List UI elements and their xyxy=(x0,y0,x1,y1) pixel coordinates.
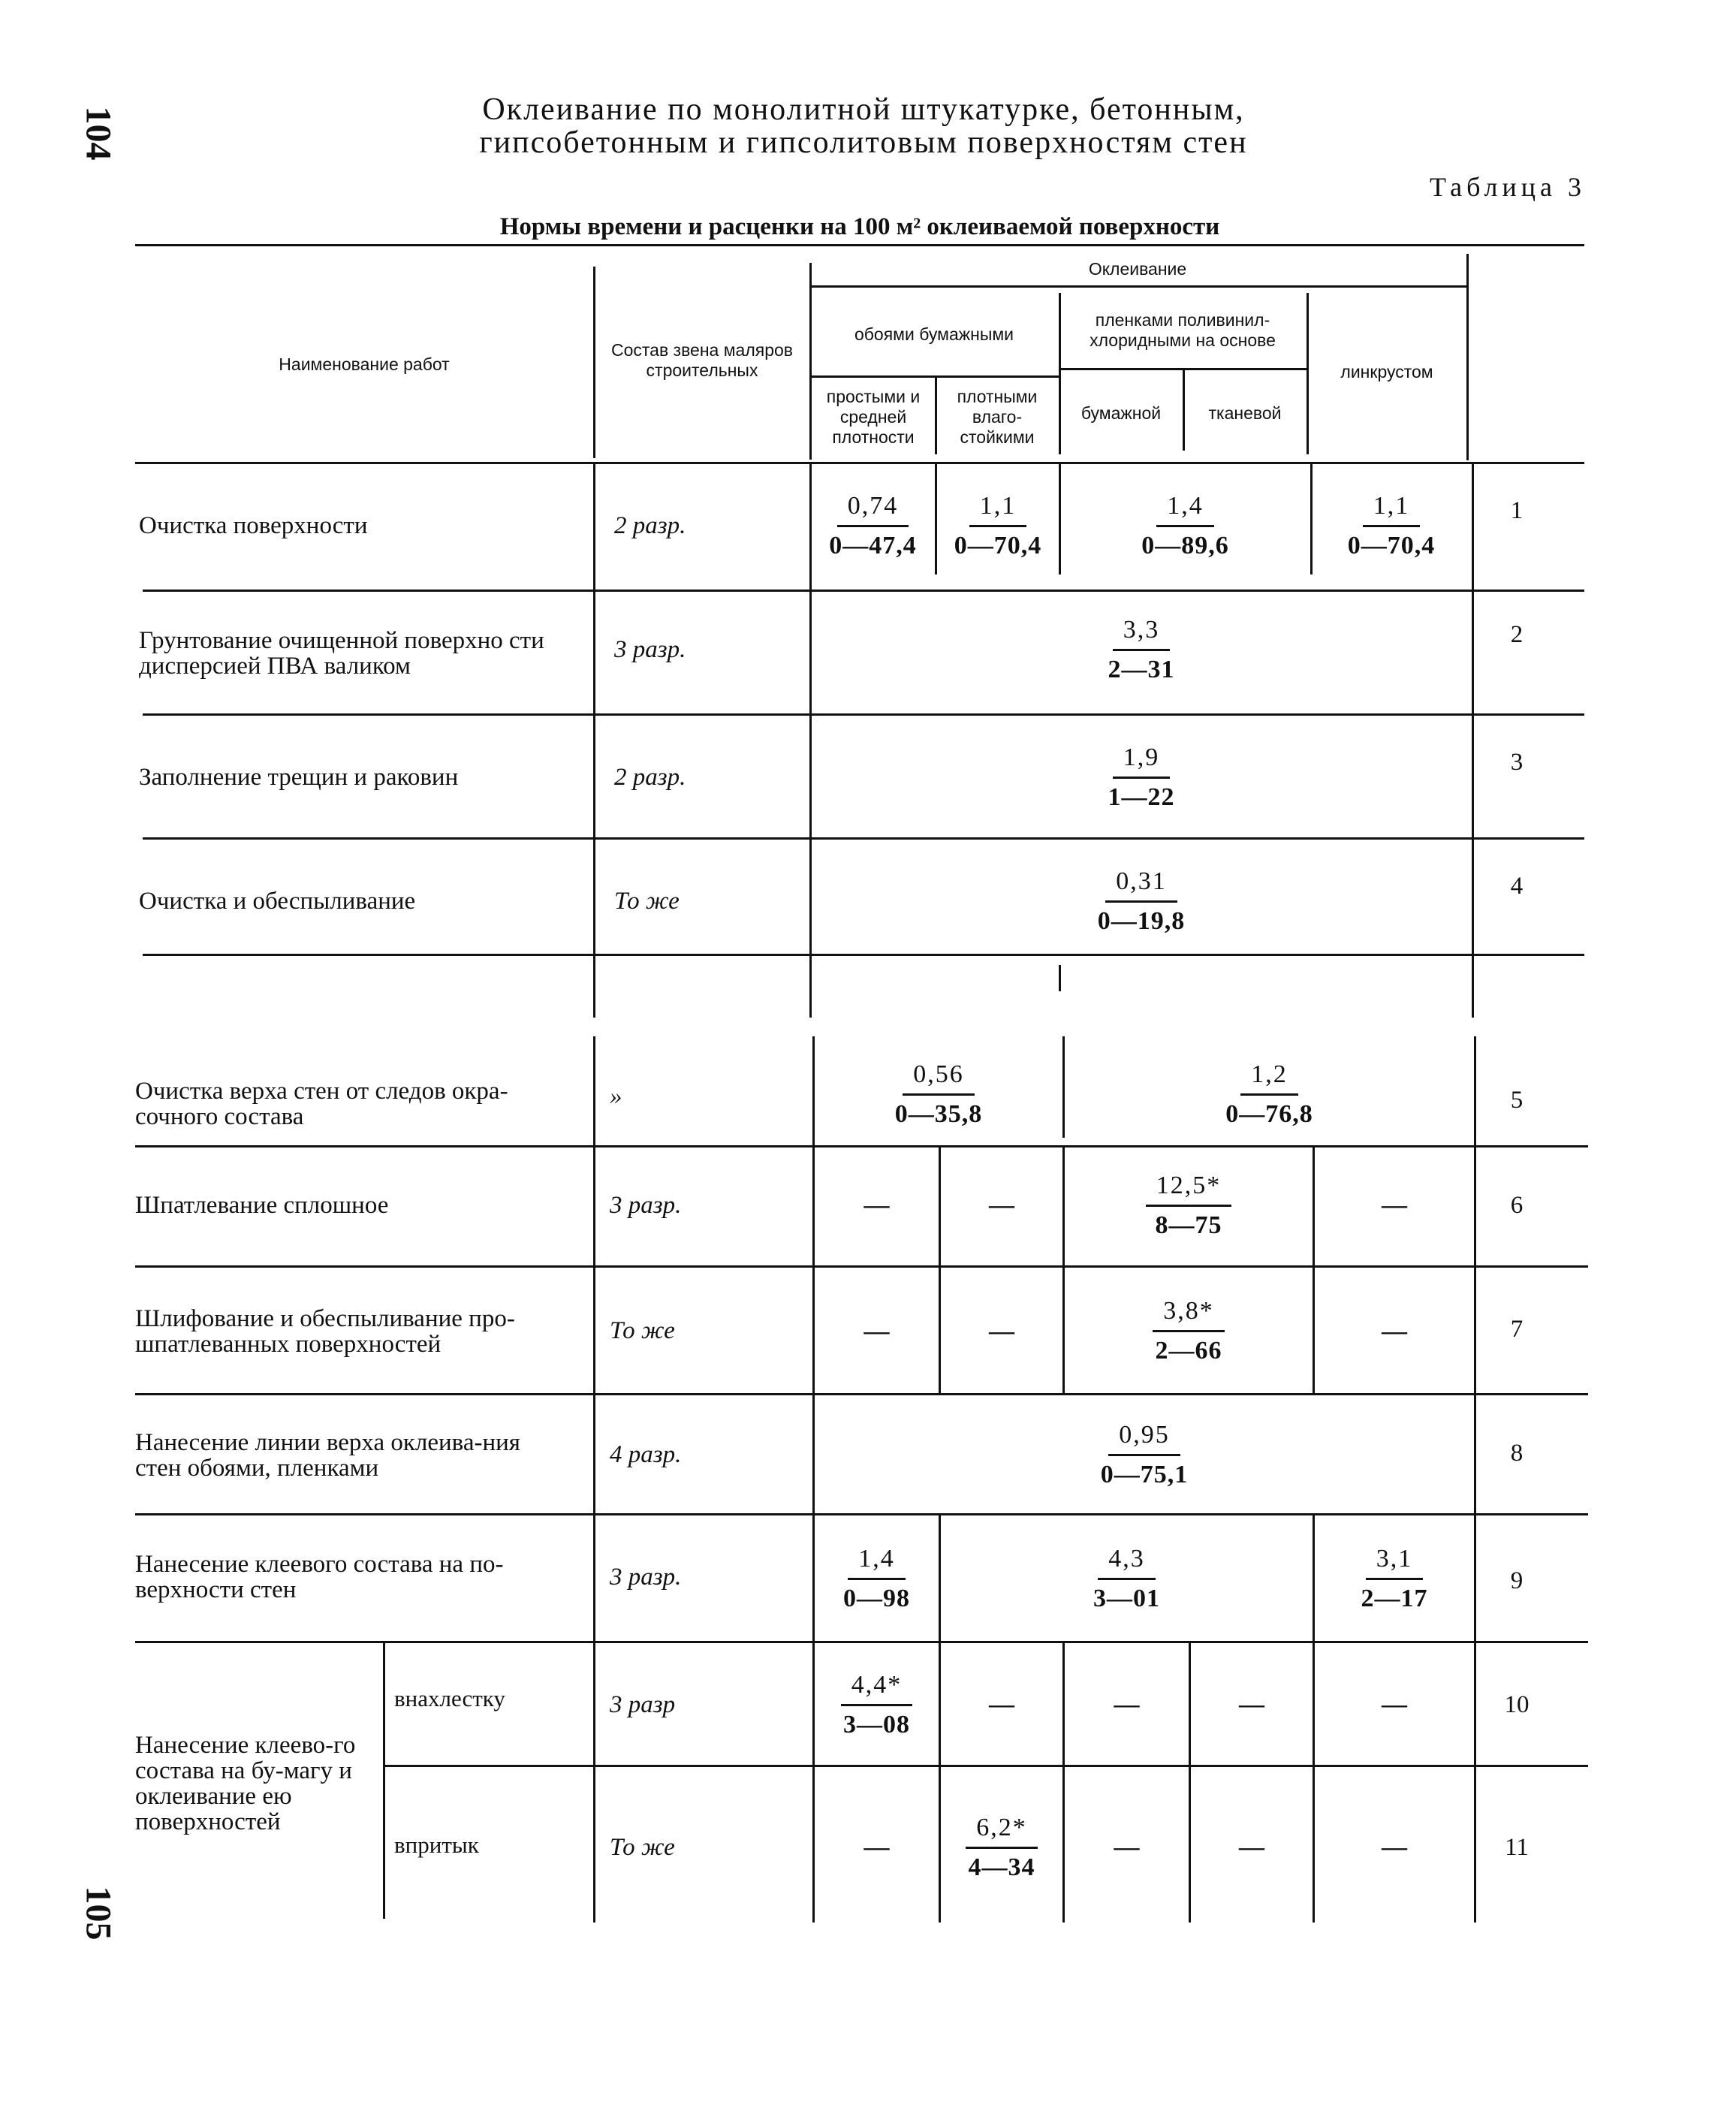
rate-price: 0—70,4 xyxy=(1347,531,1436,559)
crew-grade: 3 разр. xyxy=(610,1563,682,1591)
header-pasting: Оклеивание xyxy=(1088,258,1187,279)
row-number: 1 xyxy=(1510,496,1524,524)
rate-cell xyxy=(1060,469,1310,582)
work-name: Нанесение линии верха оклеива-ния стен обоями, пленками xyxy=(135,1428,520,1482)
crew-grade: 3 разр xyxy=(610,1690,676,1718)
row-number: 3 xyxy=(1510,748,1524,776)
rate-cell xyxy=(937,469,1059,582)
norm-time: 1,2 xyxy=(1240,1060,1298,1096)
column-rule xyxy=(1474,1036,1476,1923)
work-subname: внахлестку xyxy=(394,1685,505,1711)
page-title-line-2: гипсобетонным и гипсолитовым поверхностям стен xyxy=(479,125,1248,160)
header-crew: Состав звена маляров строительных xyxy=(610,340,794,380)
norm-time: 1,4 xyxy=(1156,492,1214,527)
norm-time: 0,95 xyxy=(1108,1421,1180,1456)
column-rule xyxy=(1059,965,1061,991)
empty-cell-dash: — xyxy=(1382,1191,1407,1219)
header-bottom-rule xyxy=(135,462,1584,464)
rate-cell xyxy=(941,1521,1313,1637)
empty-cell-dash: — xyxy=(989,1690,1014,1718)
page-number-bottom: 105 xyxy=(78,1886,119,1941)
header-divider xyxy=(1466,254,1469,460)
row-number: 4 xyxy=(1510,872,1524,900)
row-number: 7 xyxy=(1510,1315,1524,1343)
empty-cell-dash: — xyxy=(989,1316,1014,1345)
norm-time: 3,8* xyxy=(1153,1297,1225,1332)
rate-price: 2—17 xyxy=(1361,1585,1428,1612)
table-number: Таблица 3 xyxy=(1430,172,1586,202)
work-group-name: Нанесение клеево-го состава на бу-магу и оклеивание ею поверхностей xyxy=(135,1732,356,1835)
header-lincrusta: линкрустом xyxy=(1340,361,1433,381)
rate-price: 8—75 xyxy=(1155,1211,1222,1239)
empty-cell-dash: — xyxy=(1239,1833,1264,1861)
rate-price: 1—22 xyxy=(1108,783,1175,811)
rate-price: 3—01 xyxy=(1093,1585,1160,1612)
header-divider xyxy=(809,285,1466,288)
header-fabric-base: тканевой xyxy=(1208,403,1282,423)
empty-cell-dash: — xyxy=(1382,1690,1407,1718)
row-rule xyxy=(135,1641,1588,1643)
row-rule xyxy=(135,1145,1588,1147)
header-divider xyxy=(593,267,595,458)
norm-time: 0,31 xyxy=(1105,867,1177,903)
work-subname: впритык xyxy=(394,1832,479,1858)
column-rule xyxy=(1472,462,1474,1018)
header-work-name: Наименование работ xyxy=(279,354,450,374)
row-number: 6 xyxy=(1510,1191,1524,1219)
rate-price: 0—89,6 xyxy=(1141,531,1229,559)
rate-price: 0—70,4 xyxy=(954,531,1042,559)
rate-price: 2—31 xyxy=(1108,655,1175,683)
norm-time: 1,9 xyxy=(1113,743,1171,779)
rate-price: 3—08 xyxy=(843,1710,910,1739)
crew-grade: То же xyxy=(614,887,680,915)
empty-cell-dash: — xyxy=(1114,1690,1140,1718)
row-rule xyxy=(143,837,1584,840)
rate-price: 4—34 xyxy=(968,1853,1035,1881)
crew-grade: 3 разр. xyxy=(610,1191,682,1219)
rate-cell xyxy=(815,1521,939,1637)
empty-cell-dash: — xyxy=(1382,1833,1407,1861)
rate-price: 0—98 xyxy=(843,1585,910,1612)
norm-time: 4,4* xyxy=(841,1671,913,1706)
rate-cell xyxy=(1065,1149,1313,1262)
empty-cell-dash: — xyxy=(1382,1316,1407,1345)
row-number: 5 xyxy=(1510,1086,1524,1114)
norm-time: 1,1 xyxy=(1363,492,1421,527)
norm-time: 0,74 xyxy=(837,492,909,527)
norm-time: 3,1 xyxy=(1366,1545,1424,1580)
empty-cell-dash: — xyxy=(1114,1833,1140,1861)
rate-cell xyxy=(1065,1044,1474,1145)
header-top-rule xyxy=(135,244,1584,246)
row-rule xyxy=(135,1513,1588,1515)
work-name: Очистка верха стен от следов окра-сочного состава xyxy=(135,1078,508,1130)
norm-time: 6,2* xyxy=(966,1814,1038,1849)
norm-time: 3,3 xyxy=(1113,616,1171,651)
norm-time: 12,5* xyxy=(1146,1172,1232,1207)
rate-cell xyxy=(1313,469,1470,582)
rate-cell xyxy=(1065,1273,1313,1389)
work-name: Грунтование очищенной поверхно сти дисперсией ПВА валиком xyxy=(139,627,544,680)
rate-price: 0—35,8 xyxy=(894,1100,983,1128)
norm-time: 0,56 xyxy=(903,1060,975,1096)
column-rule xyxy=(383,1641,385,1919)
rate-price: 0—75,1 xyxy=(1100,1461,1189,1488)
empty-cell-dash: — xyxy=(989,1191,1014,1219)
norm-time: 4,3 xyxy=(1098,1545,1156,1580)
empty-cell-dash: — xyxy=(863,1191,890,1219)
rate-cell xyxy=(815,1397,1474,1513)
row-number: 10 xyxy=(1504,1690,1530,1718)
work-name: Нанесение клеевого состава на по-верхности стен xyxy=(135,1551,504,1603)
row-rule xyxy=(383,1765,1588,1767)
header-paper-base: бумажной xyxy=(1080,403,1162,423)
page-number-top: 104 xyxy=(78,106,119,161)
rate-cell xyxy=(941,1784,1062,1911)
crew-grade: 4 разр. xyxy=(610,1441,682,1468)
page-title-line-1: Оклеивание по монолитной штукатурке, бетонным, xyxy=(482,92,1245,127)
crew-grade: То же xyxy=(610,1317,675,1344)
row-number: 8 xyxy=(1510,1439,1524,1467)
crew-grade: То же xyxy=(610,1833,675,1861)
rate-cell xyxy=(811,593,1472,706)
crew-grade: 2 разр. xyxy=(614,511,686,539)
rate-price: 0—47,4 xyxy=(829,531,917,559)
rate-price: 2—66 xyxy=(1155,1337,1222,1365)
header-paper-wallpaper: обоями бумажными xyxy=(854,324,1014,344)
norm-time: 1,1 xyxy=(969,492,1027,527)
row-number: 11 xyxy=(1505,1833,1529,1861)
empty-cell-dash: — xyxy=(863,1316,890,1345)
row-rule xyxy=(135,1265,1588,1268)
rate-price: 0—76,8 xyxy=(1225,1100,1313,1128)
rate-cell xyxy=(811,721,1472,834)
rate-cell xyxy=(815,1044,1062,1145)
crew-grade: » xyxy=(610,1082,622,1110)
rate-cell xyxy=(1315,1521,1474,1637)
column-rule xyxy=(593,462,595,1018)
crew-grade: 2 разр. xyxy=(614,763,686,791)
work-name: Очистка поверхности xyxy=(139,512,368,539)
work-name: Заполнение трещин и раковин xyxy=(139,764,459,791)
empty-cell-dash: — xyxy=(863,1833,890,1861)
header-simple: простыми и средней плотности xyxy=(826,386,921,447)
column-rule xyxy=(593,1036,595,1923)
rate-price: 0—19,8 xyxy=(1097,906,1186,935)
work-name: Очистка и обеспыливание xyxy=(139,888,416,915)
empty-cell-dash: — xyxy=(1239,1690,1264,1718)
table-subtitle: Нормы времени и расценки на 100 м² оклеиваемой поверхности xyxy=(499,213,1220,240)
header-pvc-films: пленками поливинил-хлоридными на основе xyxy=(1090,310,1276,350)
header-dense: плотными влаго-стойкими xyxy=(957,386,1038,447)
rate-cell xyxy=(811,469,935,582)
row-number: 2 xyxy=(1510,620,1524,648)
norm-time: 1,4 xyxy=(848,1545,906,1580)
row-rule xyxy=(143,713,1584,716)
row-rule xyxy=(143,590,1584,592)
rate-cell xyxy=(811,845,1472,957)
row-number: 9 xyxy=(1510,1567,1524,1594)
rate-cell xyxy=(815,1648,939,1761)
work-name: Шлифование и обеспыливание про-шпатлеванных поверхностей xyxy=(135,1304,515,1358)
row-rule xyxy=(135,1393,1588,1395)
crew-grade: 3 разр. xyxy=(614,635,686,663)
header-divider xyxy=(809,375,1059,378)
work-name: Шпатлевание сплошное xyxy=(135,1192,389,1219)
